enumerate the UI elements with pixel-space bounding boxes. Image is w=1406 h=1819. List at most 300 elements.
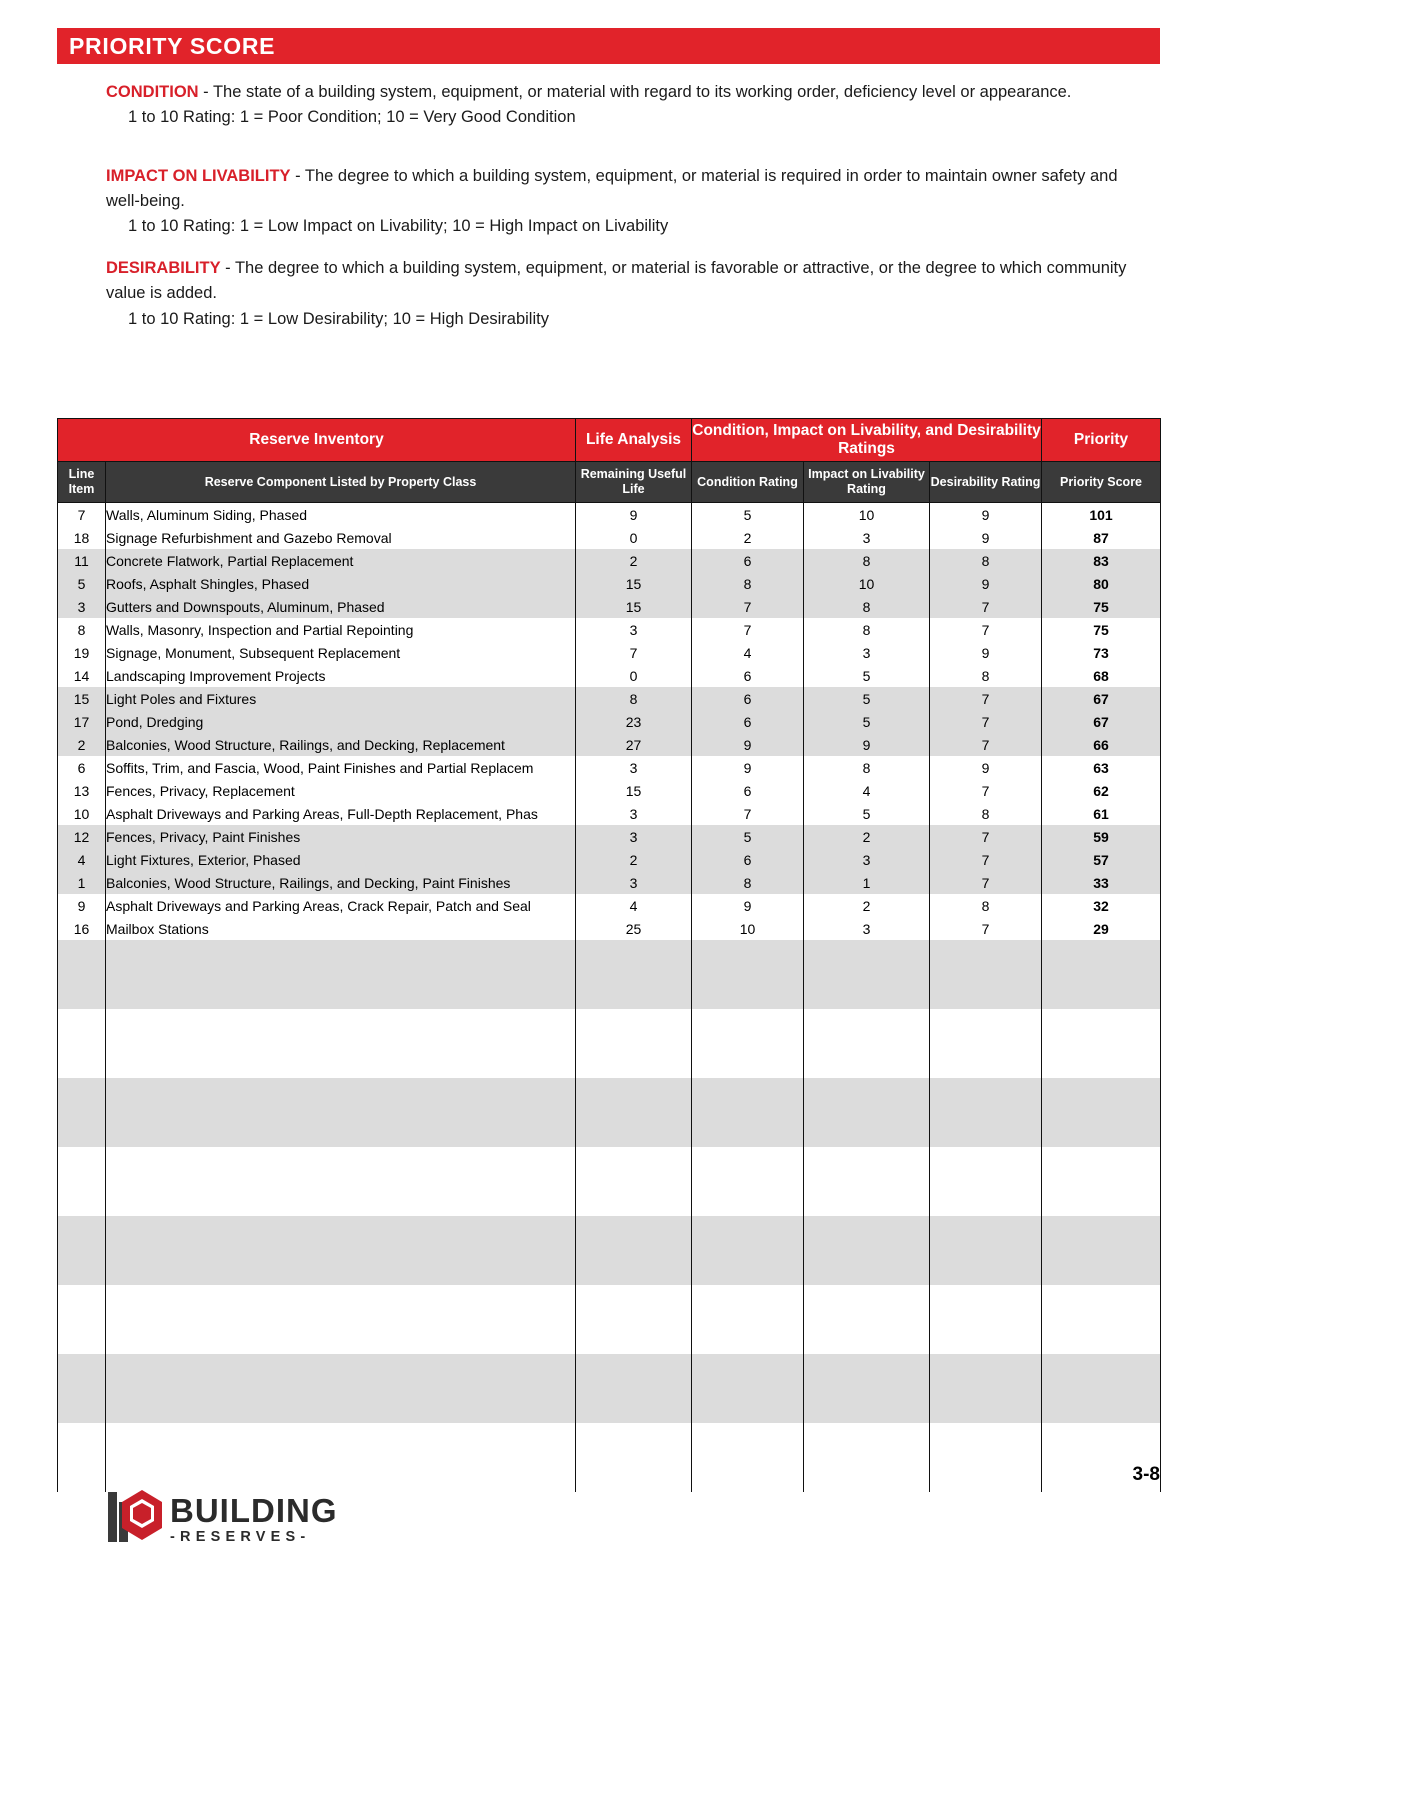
- cell-component: Concrete Flatwork, Partial Replacement: [106, 549, 576, 572]
- cell-condition-rating: 6: [692, 779, 804, 802]
- spacer-1: [106, 147, 1151, 164]
- cell-empty: [692, 1469, 804, 1492]
- definition-term-condition: CONDITION: [106, 83, 199, 101]
- cell-line-item: 12: [58, 825, 106, 848]
- cell-empty: [804, 1101, 930, 1124]
- cell-impact-rating: 8: [804, 756, 930, 779]
- table-empty-row: [58, 986, 1161, 1009]
- table-row: [58, 595, 1161, 618]
- cell-desirability-rating: 8: [930, 549, 1042, 572]
- cell-empty: [930, 1400, 1042, 1423]
- cell-remaining-useful-life: 3: [576, 618, 692, 641]
- table-empty-row: [58, 1239, 1161, 1262]
- cell-empty: [58, 1216, 106, 1239]
- table-empty-row: [58, 1101, 1161, 1124]
- cell-component: Gutters and Downspouts, Aluminum, Phased: [106, 595, 576, 618]
- definition-impact: [106, 164, 1151, 239]
- logo-word: BUILDING: [170, 1491, 338, 1529]
- cell-condition-rating: 6: [692, 848, 804, 871]
- cell-empty: [58, 1446, 106, 1469]
- cell-priority-score: 66: [1042, 733, 1161, 756]
- cell-empty: [58, 1193, 106, 1216]
- cell-empty: [106, 1147, 576, 1170]
- cell-empty: [804, 1170, 930, 1193]
- cell-condition-rating: 8: [692, 572, 804, 595]
- cell-desirability-rating: 7: [930, 710, 1042, 733]
- cell-empty: [576, 1469, 692, 1492]
- cell-priority-score: 63: [1042, 756, 1161, 779]
- cell-empty: [1042, 1354, 1161, 1377]
- cell-desirability-rating: 7: [930, 779, 1042, 802]
- cell-empty: [576, 1446, 692, 1469]
- cell-condition-rating: 9: [692, 756, 804, 779]
- cell-impact-rating: 3: [804, 848, 930, 871]
- table-empty-row: [58, 1469, 1161, 1492]
- cell-empty: [804, 1331, 930, 1354]
- cell-empty: [930, 1446, 1042, 1469]
- cell-priority-score: 83: [1042, 549, 1161, 572]
- cell-empty: [106, 1170, 576, 1193]
- cell-empty: [1042, 1078, 1161, 1101]
- cell-condition-rating: 7: [692, 618, 804, 641]
- cell-empty: [58, 1147, 106, 1170]
- cell-priority-score: 59: [1042, 825, 1161, 848]
- cell-empty: [1042, 1124, 1161, 1147]
- cell-empty: [930, 1239, 1042, 1262]
- table-empty-row: [58, 1009, 1161, 1032]
- cell-impact-rating: 8: [804, 595, 930, 618]
- cell-empty: [692, 1285, 804, 1308]
- cell-remaining-useful-life: 3: [576, 825, 692, 848]
- cell-empty: [106, 940, 576, 963]
- cell-empty: [106, 1216, 576, 1239]
- cell-remaining-useful-life: 9: [576, 503, 692, 527]
- cell-empty: [58, 1124, 106, 1147]
- cell-empty: [576, 1170, 692, 1193]
- table-empty-row: [58, 1446, 1161, 1469]
- cell-empty: [58, 1009, 106, 1032]
- cell-empty: [1042, 963, 1161, 986]
- cell-empty: [930, 1354, 1042, 1377]
- table-row: [58, 733, 1161, 756]
- cell-line-item: 8: [58, 618, 106, 641]
- table-empty-row: [58, 1216, 1161, 1239]
- cell-empty: [58, 1469, 106, 1492]
- cell-impact-rating: 5: [804, 710, 930, 733]
- cell-empty: [930, 1101, 1042, 1124]
- cell-empty: [930, 1032, 1042, 1055]
- cell-line-item: 3: [58, 595, 106, 618]
- cell-empty: [692, 1009, 804, 1032]
- cell-empty: [804, 1193, 930, 1216]
- cell-empty: [106, 1032, 576, 1055]
- cell-remaining-useful-life: 3: [576, 871, 692, 894]
- cell-remaining-useful-life: 0: [576, 664, 692, 687]
- cell-empty: [106, 1400, 576, 1423]
- cell-empty: [106, 1469, 576, 1492]
- building-icon: [108, 1490, 164, 1548]
- group-header-priority: Priority: [1042, 419, 1161, 462]
- cell-empty: [804, 940, 930, 963]
- cell-empty: [692, 1308, 804, 1331]
- cell-empty: [58, 1354, 106, 1377]
- cell-empty: [930, 1147, 1042, 1170]
- cell-empty: [804, 1239, 930, 1262]
- cell-empty: [58, 1400, 106, 1423]
- cell-empty: [692, 963, 804, 986]
- cell-empty: [576, 986, 692, 1009]
- cell-empty: [692, 1055, 804, 1078]
- cell-condition-rating: 6: [692, 710, 804, 733]
- page-title: PRIORITY SCORE: [69, 32, 276, 59]
- cell-empty: [692, 1239, 804, 1262]
- cell-empty: [804, 1032, 930, 1055]
- table-empty-row: [58, 1055, 1161, 1078]
- cell-priority-score: 101: [1042, 503, 1161, 527]
- cell-empty: [576, 1308, 692, 1331]
- cell-line-item: 7: [58, 503, 106, 527]
- cell-empty: [804, 1124, 930, 1147]
- cell-component: Walls, Masonry, Inspection and Partial Repointing: [106, 618, 576, 641]
- cell-empty: [1042, 1400, 1161, 1423]
- cell-line-item: 1: [58, 871, 106, 894]
- cell-empty: [58, 1285, 106, 1308]
- cell-empty: [58, 1239, 106, 1262]
- cell-empty: [576, 1285, 692, 1308]
- cell-component: Signage Refurbishment and Gazebo Removal: [106, 526, 576, 549]
- cell-priority-score: 73: [1042, 641, 1161, 664]
- cell-condition-rating: 9: [692, 894, 804, 917]
- table-row: [58, 894, 1161, 917]
- cell-empty: [930, 963, 1042, 986]
- cell-line-item: 13: [58, 779, 106, 802]
- table-empty-row: [58, 1308, 1161, 1331]
- cell-remaining-useful-life: 2: [576, 549, 692, 572]
- reserve-priority-table: [57, 418, 1161, 1492]
- cell-empty: [930, 986, 1042, 1009]
- cell-empty: [692, 1170, 804, 1193]
- column-header-condition-rating: Condition Rating: [692, 462, 804, 503]
- table-row: [58, 825, 1161, 848]
- cell-empty: [58, 963, 106, 986]
- table-empty-row: [58, 1078, 1161, 1101]
- cell-desirability-rating: 9: [930, 756, 1042, 779]
- table-body: [58, 503, 1161, 1493]
- cell-condition-rating: 6: [692, 549, 804, 572]
- cell-empty: [1042, 1423, 1161, 1446]
- cell-empty: [930, 1308, 1042, 1331]
- cell-empty: [576, 963, 692, 986]
- table-row: [58, 848, 1161, 871]
- cell-empty: [930, 1285, 1042, 1308]
- cell-impact-rating: 2: [804, 825, 930, 848]
- cell-line-item: 15: [58, 687, 106, 710]
- cell-empty: [1042, 940, 1161, 963]
- cell-empty: [692, 940, 804, 963]
- cell-empty: [1042, 1101, 1161, 1124]
- cell-empty: [804, 1377, 930, 1400]
- cell-empty: [804, 1078, 930, 1101]
- table-row: [58, 503, 1161, 527]
- cell-empty: [692, 1101, 804, 1124]
- cell-empty: [576, 1354, 692, 1377]
- table-row: [58, 526, 1161, 549]
- group-header-life-analysis: Life Analysis: [576, 419, 692, 462]
- definition-rating-desirability: 1 to 10 Rating: 1 = Low Desirability; 10 = High Desirability: [128, 309, 549, 328]
- cell-empty: [804, 1285, 930, 1308]
- page-number: 3-8: [1132, 1464, 1160, 1485]
- cell-priority-score: 67: [1042, 710, 1161, 733]
- cell-remaining-useful-life: 0: [576, 526, 692, 549]
- cell-remaining-useful-life: 3: [576, 802, 692, 825]
- cell-line-item: 5: [58, 572, 106, 595]
- cell-empty: [930, 1078, 1042, 1101]
- cell-empty: [106, 1193, 576, 1216]
- definitions-section: [106, 80, 1151, 349]
- column-header-component: Reserve Component Listed by Property Class: [106, 462, 576, 503]
- cell-line-item: 18: [58, 526, 106, 549]
- table-head: [58, 419, 1161, 503]
- cell-empty: [692, 1423, 804, 1446]
- cell-empty: [58, 1308, 106, 1331]
- cell-remaining-useful-life: 7: [576, 641, 692, 664]
- cell-component: Signage, Monument, Subsequent Replacement: [106, 641, 576, 664]
- cell-empty: [930, 1193, 1042, 1216]
- cell-impact-rating: 4: [804, 779, 930, 802]
- cell-empty: [804, 1308, 930, 1331]
- logo-wordmark: [170, 1491, 338, 1545]
- cell-component: Walls, Aluminum Siding, Phased: [106, 503, 576, 527]
- cell-impact-rating: 2: [804, 894, 930, 917]
- cell-component: Pond, Dredging: [106, 710, 576, 733]
- cell-component: Roofs, Asphalt Shingles, Phased: [106, 572, 576, 595]
- cell-empty: [106, 986, 576, 1009]
- cell-empty: [1042, 1308, 1161, 1331]
- cell-empty: [576, 1193, 692, 1216]
- cell-impact-rating: 1: [804, 871, 930, 894]
- cell-desirability-rating: 7: [930, 917, 1042, 940]
- cell-empty: [1042, 1377, 1161, 1400]
- cell-remaining-useful-life: 25: [576, 917, 692, 940]
- cell-empty: [692, 1078, 804, 1101]
- cell-empty: [930, 1423, 1042, 1446]
- cell-remaining-useful-life: 23: [576, 710, 692, 733]
- table-row: [58, 802, 1161, 825]
- table-empty-row: [58, 1262, 1161, 1285]
- cell-empty: [804, 963, 930, 986]
- cell-condition-rating: 5: [692, 503, 804, 527]
- cell-empty: [106, 1009, 576, 1032]
- cell-remaining-useful-life: 8: [576, 687, 692, 710]
- cell-line-item: 2: [58, 733, 106, 756]
- definition-rating-condition: 1 to 10 Rating: 1 = Poor Condition; 10 = Very Good Condition: [128, 108, 576, 127]
- cell-desirability-rating: 8: [930, 664, 1042, 687]
- cell-condition-rating: 7: [692, 802, 804, 825]
- table-empty-row: [58, 1147, 1161, 1170]
- cell-desirability-rating: 9: [930, 503, 1042, 527]
- cell-empty: [692, 1446, 804, 1469]
- cell-desirability-rating: 7: [930, 825, 1042, 848]
- cell-condition-rating: 7: [692, 595, 804, 618]
- cell-empty: [1042, 1032, 1161, 1055]
- table-row: [58, 756, 1161, 779]
- table-empty-row: [58, 1423, 1161, 1446]
- table-group-header-row: [58, 419, 1161, 462]
- cell-desirability-rating: 8: [930, 894, 1042, 917]
- cell-empty: [576, 1331, 692, 1354]
- cell-empty: [930, 1055, 1042, 1078]
- cell-empty: [58, 1262, 106, 1285]
- table-row: [58, 549, 1161, 572]
- cell-remaining-useful-life: 27: [576, 733, 692, 756]
- definition-body-desirability: - The degree to which a building system, equipment, or material is favorable or attractive, or the degree to which community value is added.: [106, 259, 1127, 303]
- cell-impact-rating: 3: [804, 641, 930, 664]
- cell-impact-rating: 3: [804, 526, 930, 549]
- group-header-ratings: Condition, Impact on Livability, and Desirability Ratings: [692, 419, 1042, 462]
- cell-condition-rating: 10: [692, 917, 804, 940]
- cell-empty: [692, 1147, 804, 1170]
- cell-priority-score: 80: [1042, 572, 1161, 595]
- table-row: [58, 779, 1161, 802]
- cell-priority-score: 75: [1042, 618, 1161, 641]
- cell-desirability-rating: 7: [930, 848, 1042, 871]
- table-row: [58, 687, 1161, 710]
- cell-empty: [576, 1262, 692, 1285]
- cell-empty: [1042, 1331, 1161, 1354]
- cell-component: Balconies, Wood Structure, Railings, and Decking, Replacement: [106, 733, 576, 756]
- table-row: [58, 710, 1161, 733]
- cell-desirability-rating: 8: [930, 802, 1042, 825]
- cell-empty: [106, 1124, 576, 1147]
- cell-remaining-useful-life: 15: [576, 779, 692, 802]
- cell-impact-rating: 5: [804, 802, 930, 825]
- cell-priority-score: 62: [1042, 779, 1161, 802]
- definition-term-desirability: DESIRABILITY: [106, 259, 221, 278]
- cell-empty: [1042, 1147, 1161, 1170]
- cell-priority-score: 61: [1042, 802, 1161, 825]
- table-row: [58, 664, 1161, 687]
- cell-priority-score: 68: [1042, 664, 1161, 687]
- table-empty-row: [58, 940, 1161, 963]
- cell-impact-rating: 10: [804, 572, 930, 595]
- cell-empty: [1042, 1193, 1161, 1216]
- table-empty-row: [58, 1331, 1161, 1354]
- table-empty-row: [58, 963, 1161, 986]
- cell-empty: [58, 1055, 106, 1078]
- cell-empty: [576, 1147, 692, 1170]
- cell-condition-rating: 8: [692, 871, 804, 894]
- logo-subword: -RESERVES-: [170, 1528, 311, 1545]
- cell-empty: [1042, 1009, 1161, 1032]
- cell-empty: [106, 1446, 576, 1469]
- cell-desirability-rating: 7: [930, 618, 1042, 641]
- cell-empty: [692, 1193, 804, 1216]
- cell-empty: [692, 1124, 804, 1147]
- cell-empty: [58, 1078, 106, 1101]
- cell-line-item: 19: [58, 641, 106, 664]
- cell-impact-rating: 8: [804, 549, 930, 572]
- table-empty-row: [58, 1124, 1161, 1147]
- cell-impact-rating: 8: [804, 618, 930, 641]
- cell-empty: [930, 1469, 1042, 1492]
- cell-empty: [692, 1400, 804, 1423]
- cell-empty: [106, 1101, 576, 1124]
- table-row: [58, 917, 1161, 940]
- cell-line-item: 17: [58, 710, 106, 733]
- cell-impact-rating: 10: [804, 503, 930, 527]
- cell-empty: [106, 1354, 576, 1377]
- cell-empty: [692, 1262, 804, 1285]
- cell-empty: [1042, 1170, 1161, 1193]
- cell-desirability-rating: 9: [930, 526, 1042, 549]
- cell-empty: [106, 1078, 576, 1101]
- cell-impact-rating: 9: [804, 733, 930, 756]
- cell-empty: [576, 1377, 692, 1400]
- cell-empty: [930, 1009, 1042, 1032]
- cell-empty: [106, 1308, 576, 1331]
- column-header-desirability-rating: Desirability Rating: [930, 462, 1042, 503]
- cell-priority-score: 67: [1042, 687, 1161, 710]
- cell-empty: [106, 1239, 576, 1262]
- cell-component: Landscaping Improvement Projects: [106, 664, 576, 687]
- cell-line-item: 11: [58, 549, 106, 572]
- cell-empty: [804, 1055, 930, 1078]
- cell-empty: [58, 940, 106, 963]
- table-row: [58, 572, 1161, 595]
- cell-condition-rating: 5: [692, 825, 804, 848]
- cell-empty: [804, 1262, 930, 1285]
- cell-empty: [576, 1055, 692, 1078]
- cell-desirability-rating: 7: [930, 733, 1042, 756]
- cell-remaining-useful-life: 3: [576, 756, 692, 779]
- table-empty-row: [58, 1354, 1161, 1377]
- cell-condition-rating: 6: [692, 664, 804, 687]
- table-row: [58, 641, 1161, 664]
- cell-line-item: 16: [58, 917, 106, 940]
- cell-empty: [58, 986, 106, 1009]
- cell-empty: [576, 1400, 692, 1423]
- cell-empty: [106, 963, 576, 986]
- cell-empty: [1042, 1239, 1161, 1262]
- cell-empty: [576, 1423, 692, 1446]
- cell-priority-score: 57: [1042, 848, 1161, 871]
- cell-empty: [692, 1377, 804, 1400]
- cell-empty: [930, 1377, 1042, 1400]
- cell-line-item: 4: [58, 848, 106, 871]
- cell-empty: [1042, 1216, 1161, 1239]
- cell-empty: [58, 1170, 106, 1193]
- table-empty-row: [58, 1032, 1161, 1055]
- cell-priority-score: 75: [1042, 595, 1161, 618]
- cell-empty: [804, 1216, 930, 1239]
- cell-desirability-rating: 7: [930, 687, 1042, 710]
- cell-desirability-rating: 9: [930, 641, 1042, 664]
- cell-empty: [576, 1239, 692, 1262]
- table-empty-row: [58, 1170, 1161, 1193]
- cell-remaining-useful-life: 4: [576, 894, 692, 917]
- definition-condition: [106, 80, 1151, 130]
- cell-empty: [930, 1170, 1042, 1193]
- cell-component: Fences, Privacy, Replacement: [106, 779, 576, 802]
- definition-term-impact: IMPACT ON LIVABILITY: [106, 167, 291, 186]
- cell-desirability-rating: 9: [930, 572, 1042, 595]
- cell-priority-score: 32: [1042, 894, 1161, 917]
- cell-empty: [930, 1262, 1042, 1285]
- column-header-priority-score: Priority Score: [1042, 462, 1161, 503]
- cell-empty: [804, 986, 930, 1009]
- cell-empty: [692, 1331, 804, 1354]
- cell-empty: [930, 1124, 1042, 1147]
